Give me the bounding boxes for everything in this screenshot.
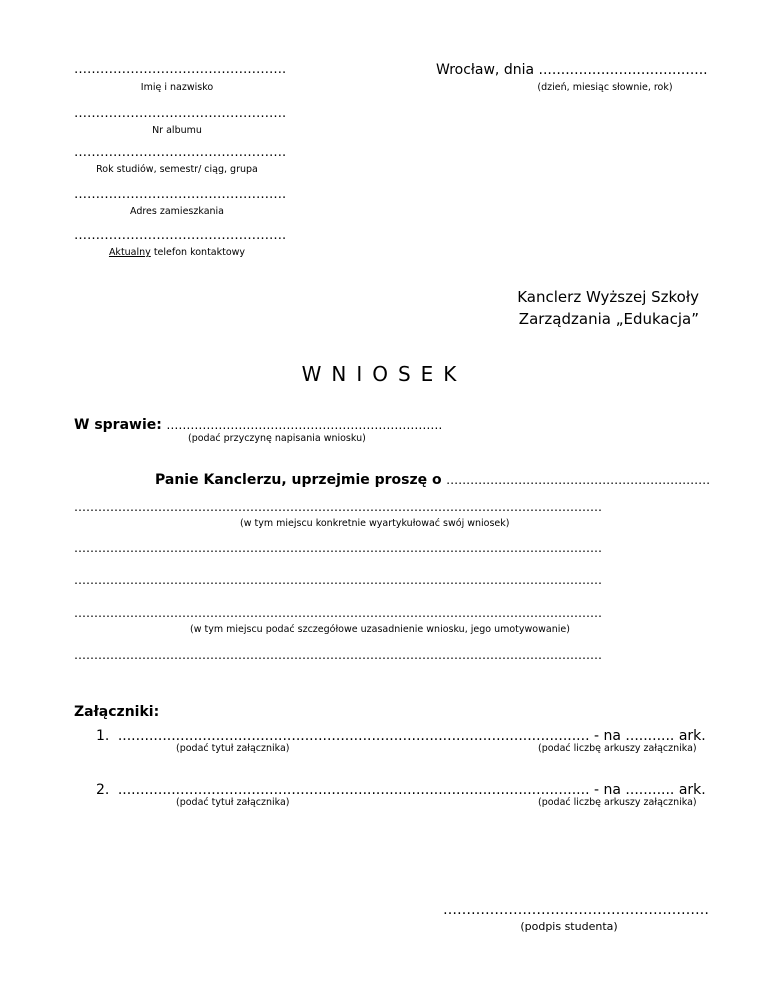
request-line-1[interactable]: …………………………………………………………………………………………………………………… [74,500,602,514]
attachment-2-sep: - na [594,782,621,798]
date-dots[interactable]: ...................................... [538,62,708,78]
attachment-2-num: 2. [96,782,110,798]
date-prefix: Wrocław, dnia [436,62,535,78]
attachment-1-dots[interactable]: .......................................................................................................... [117,728,590,744]
attachment-1-unit: ark. [678,728,706,744]
date-hint: (dzień, miesiąc słownie, rok) [537,82,673,93]
subject-line [74,417,442,433]
request-hint-2: (w tym miejscu podać szczegółowe uzasadnienie wniosku, jego umotywowanie) [190,624,570,635]
request-lead: Panie Kanclerzu, uprzejmie proszę o [155,472,442,488]
attachment-2-count-dots[interactable]: ........... [625,782,675,798]
attachment-1-count-hint: (podać liczbę arkuszy załącznika) [538,743,697,754]
phone-dots[interactable]: …………………………………………. [74,228,287,243]
name-label: Imię i nazwisko [140,82,214,93]
phone-label-rest: telefon kontaktowy [150,247,246,258]
album-dots[interactable]: …………………………………………. [74,106,287,121]
signature-label: (podpis studenta) [520,920,618,933]
request-lead-line [155,472,710,488]
signature-dots[interactable]: ………………………………………………… [443,902,709,918]
attachment-2-dots[interactable]: .......................................................................................................... [117,782,590,798]
addressee-line1: Kanclerz Wyższej Szkoły [517,288,699,306]
study-year-label: Rok studiów, semestr/ ciąg, grupa [96,164,258,175]
attachment-1-sep: - na [594,728,621,744]
addressee-line2: Zarządzania „Edukacja” [518,310,699,328]
attachment-2 [96,782,706,798]
phone-label-current: Aktualny [108,247,151,258]
phone-label [74,247,280,258]
request-line-4[interactable]: …………………………………………………………………………………………………………………… [74,606,602,620]
subject-hint: (podać przyczynę napisania wniosku) [188,433,366,444]
request-line-5[interactable]: …………………………………………………………………………………………………………………… [74,648,602,662]
request-lead-dots[interactable]: ………………………………………………………… [446,473,711,487]
subject-dots[interactable]: …………………………………………………………… [166,418,443,432]
request-hint-1: (w tym miejscu konkretnie wyartykułować swój wniosek) [240,518,510,529]
attachments-heading: Załączniki: [74,704,160,720]
attachment-1-count-dots[interactable]: ........... [625,728,675,744]
attachment-2-title-hint: (podać tytuł załącznika) [176,797,290,808]
name-dots[interactable]: …………………………………………. [74,62,287,77]
document-title: WNIOSEK [301,362,467,386]
attachment-2-count-hint: (podać liczbę arkuszy załącznika) [538,797,697,808]
attachment-1-title-hint: (podać tytuł załącznika) [176,743,290,754]
subject-label: W sprawie: [74,417,162,433]
request-line-2[interactable]: …………………………………………………………………………………………………………………… [74,541,602,555]
address-label: Adres zamieszkania [130,206,224,217]
attachment-1-num: 1. [96,728,110,744]
addressee [517,286,699,330]
request-line-3[interactable]: …………………………………………………………………………………………………………………… [74,573,602,587]
album-label: Nr albumu [152,125,202,136]
attachment-2-unit: ark. [678,782,706,798]
attachment-1 [96,728,706,744]
study-year-dots[interactable]: …………………………………………. [74,145,287,160]
address-dots[interactable]: …………………………………………. [74,187,287,202]
date-line [436,62,708,78]
